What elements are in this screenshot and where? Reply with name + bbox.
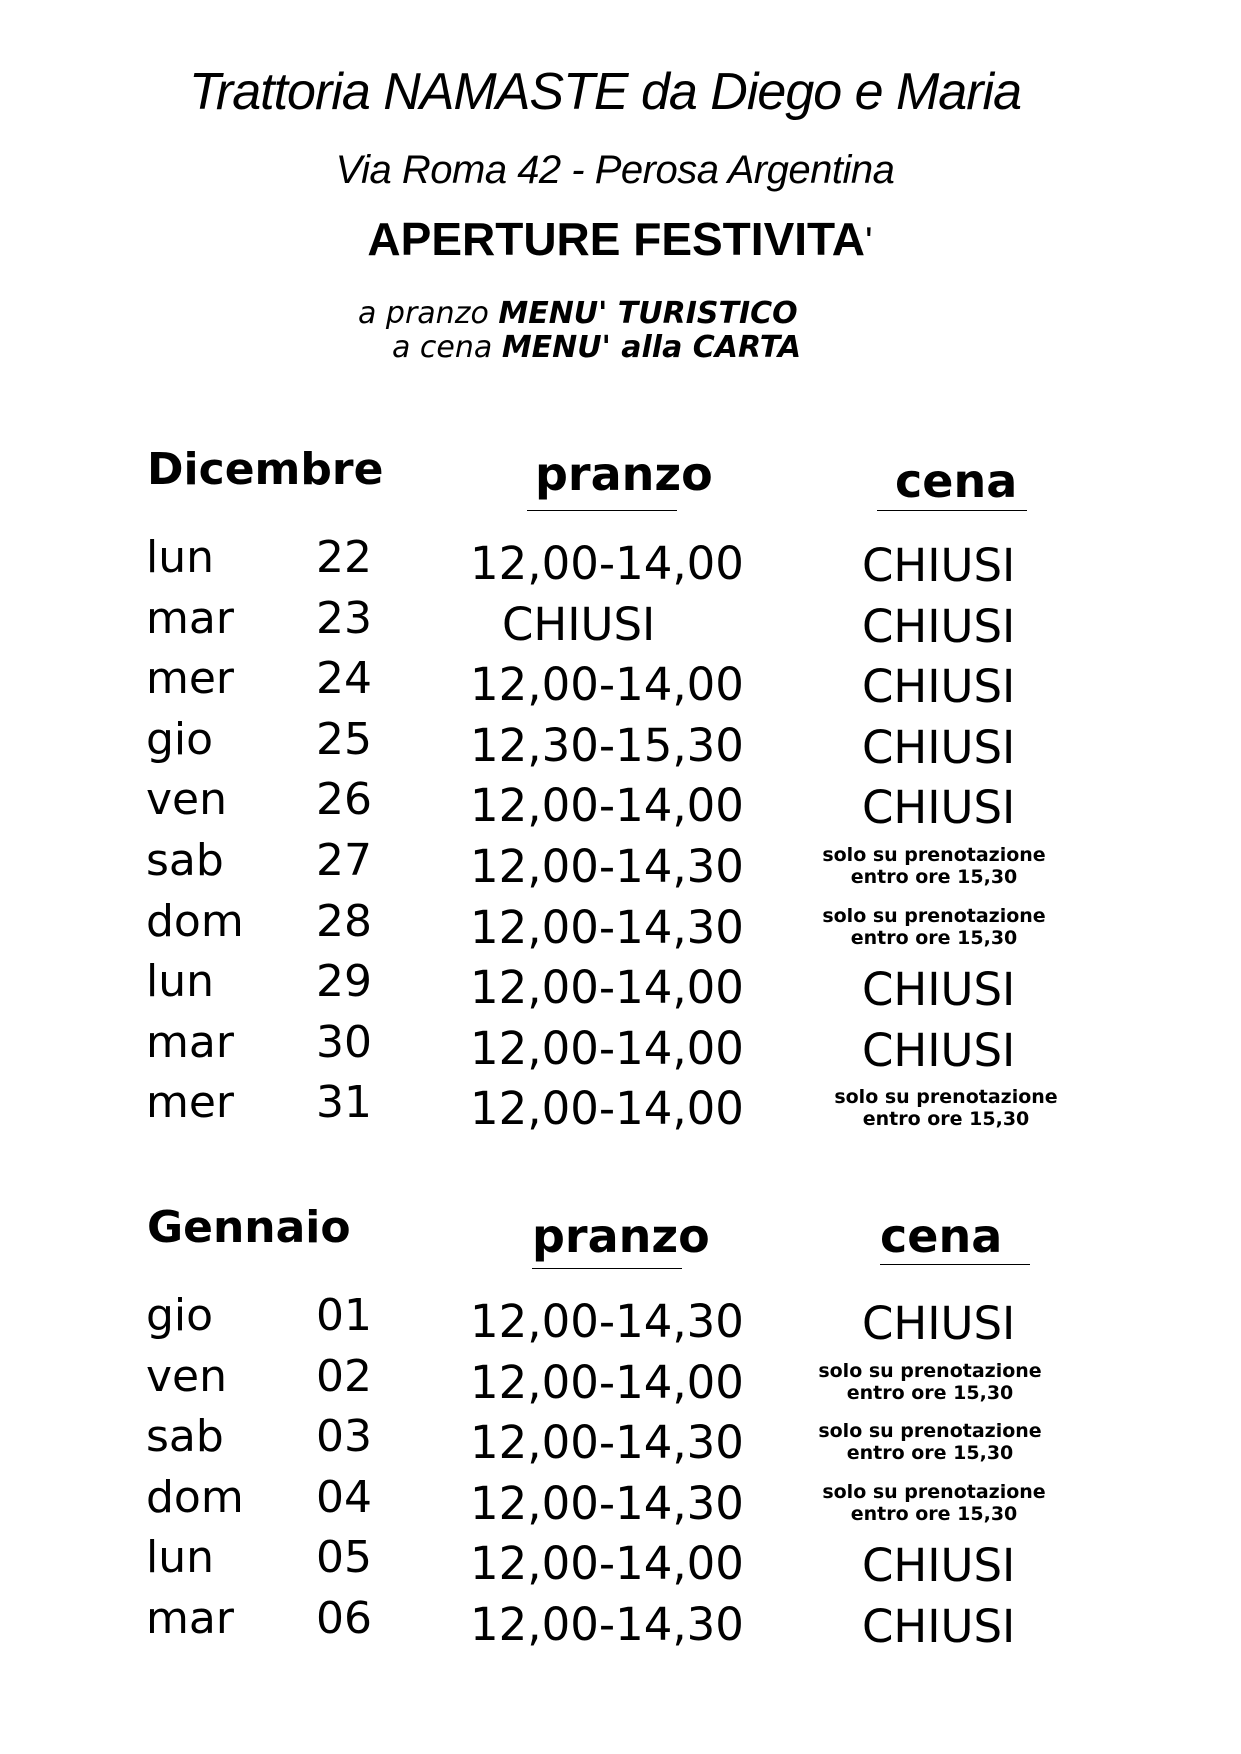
row-date: 28 — [316, 896, 372, 947]
row-date: 31 — [316, 1077, 372, 1128]
row-date: 27 — [316, 835, 372, 886]
row-day: ven — [146, 774, 227, 825]
reservation-note-line1: solo su prenotazione — [822, 1481, 1046, 1503]
row-date: 01 — [316, 1290, 372, 1341]
column-header-pranzo: pranzo — [532, 1209, 710, 1263]
row-dinner-closed: CHIUSI — [862, 539, 1016, 592]
row-day: sab — [146, 1411, 224, 1462]
row-lunch-hours: 12,00-14,00 — [470, 1537, 744, 1590]
row-day: dom — [146, 896, 244, 947]
dinner-menu-line — [392, 330, 801, 365]
row-lunch-hours: 12,00-14,30 — [470, 1477, 744, 1530]
row-date: 06 — [316, 1593, 372, 1644]
restaurant-title: Trattoria NAMASTE da Diego e Maria — [189, 63, 1021, 121]
reservation-note-line1: solo su prenotazione — [818, 1360, 1042, 1382]
row-dinner-reservation-note — [804, 844, 1064, 888]
row-day: lun — [146, 532, 214, 583]
row-dinner-closed: CHIUSI — [862, 660, 1016, 713]
row-date: 22 — [316, 532, 372, 583]
lunch-menu-line — [358, 296, 798, 331]
row-dinner-closed: CHIUSI — [862, 1297, 1016, 1350]
row-day: lun — [146, 956, 214, 1007]
row-lunch-hours: 12,00-14,00 — [470, 779, 744, 832]
row-day: mer — [146, 653, 235, 704]
row-dinner-closed: CHIUSI — [862, 721, 1016, 774]
dinner-menu-prefix: a cena — [392, 330, 493, 365]
section-title-dicembre: Dicembre — [147, 444, 384, 495]
row-lunch-hours: 12,00-14,30 — [470, 1295, 744, 1348]
row-lunch-hours: 12,00-14,30 — [470, 901, 744, 954]
row-lunch-hours: 12,00-14,00 — [470, 1022, 744, 1075]
row-day: lun — [146, 1532, 214, 1583]
reservation-note-line2: entro ore 15,30 — [850, 866, 1018, 888]
reservation-note-line2: entro ore 15,30 — [862, 1108, 1030, 1130]
row-lunch-hours: 12,00-14,00 — [470, 961, 744, 1014]
row-day: mer — [146, 1077, 235, 1128]
dinner-menu-name: MENU' alla CARTA — [501, 330, 802, 365]
section-title-gennaio: Gennaio — [147, 1202, 351, 1253]
row-day: gio — [146, 1290, 214, 1341]
row-date: 26 — [316, 774, 372, 825]
row-dinner-reservation-note — [804, 1481, 1064, 1525]
row-dinner-closed: CHIUSI — [862, 963, 1016, 1016]
lunch-menu-name: MENU' TURISTICO — [498, 296, 798, 331]
row-lunch-hours: 12,00-14,00 — [470, 537, 744, 590]
lunch-menu-prefix: a pranzo — [358, 296, 489, 331]
restaurant-address: Via Roma 42 - Perosa Argentina — [335, 148, 895, 192]
column-header-pranzo: pranzo — [535, 447, 713, 501]
underline-pranzo — [527, 510, 677, 511]
row-day: gio — [146, 714, 214, 765]
row-date: 23 — [316, 593, 372, 644]
reservation-note-line2: entro ore 15,30 — [850, 1503, 1018, 1525]
row-dinner-closed: CHIUSI — [862, 1539, 1016, 1592]
row-dinner-closed: CHIUSI — [862, 600, 1016, 653]
row-lunch-hours: 12,00-14,30 — [470, 1598, 744, 1651]
row-date: 29 — [316, 956, 372, 1007]
reservation-note-line2: entro ore 15,30 — [850, 927, 1018, 949]
reservation-note-line1: solo su prenotazione — [818, 1420, 1042, 1442]
reservation-note-line1: solo su prenotazione — [822, 844, 1046, 866]
row-dinner-reservation-note — [800, 1420, 1060, 1464]
row-date: 03 — [316, 1411, 372, 1462]
row-day: mar — [146, 593, 234, 644]
underline-cena — [877, 510, 1027, 511]
column-header-cena: cena — [880, 1209, 1003, 1263]
reservation-note-line1: solo su prenotazione — [822, 905, 1046, 927]
row-day: sab — [146, 835, 224, 886]
reservation-note-line2: entro ore 15,30 — [846, 1382, 1014, 1404]
column-header-cena: cena — [895, 454, 1018, 508]
underline-cena — [880, 1264, 1030, 1265]
row-date: 24 — [316, 653, 372, 704]
row-date: 04 — [316, 1472, 372, 1523]
row-day: mar — [146, 1017, 234, 1068]
row-lunch-hours: 12,00-14,30 — [470, 1416, 744, 1469]
reservation-note-line1: solo su prenotazione — [834, 1086, 1058, 1108]
row-date: 05 — [316, 1532, 372, 1583]
reservation-note-line2: entro ore 15,30 — [846, 1442, 1014, 1464]
row-day: dom — [146, 1472, 244, 1523]
row-date: 30 — [316, 1017, 372, 1068]
row-lunch-hours: CHIUSI — [502, 598, 656, 651]
row-dinner-reservation-note — [804, 905, 1064, 949]
row-lunch-hours: 12,00-14,00 — [470, 1082, 744, 1135]
row-dinner-closed: CHIUSI — [862, 1600, 1016, 1653]
heading-apostrophe: ' — [864, 220, 873, 264]
row-lunch-hours: 12,30-15,30 — [470, 719, 744, 772]
heading-text: APERTURE FESTIVITA — [367, 213, 865, 265]
row-lunch-hours: 12,00-14,00 — [470, 658, 744, 711]
row-dinner-reservation-note — [816, 1086, 1076, 1130]
row-dinner-closed: CHIUSI — [862, 781, 1016, 834]
row-day: mar — [146, 1593, 234, 1644]
page-heading — [0, 212, 1240, 266]
row-date: 02 — [316, 1351, 372, 1402]
row-day: ven — [146, 1351, 227, 1402]
row-dinner-reservation-note — [800, 1360, 1060, 1404]
underline-pranzo — [532, 1268, 682, 1269]
row-lunch-hours: 12,00-14,00 — [470, 1356, 744, 1409]
row-dinner-closed: CHIUSI — [862, 1024, 1016, 1077]
row-lunch-hours: 12,00-14,30 — [470, 840, 744, 893]
row-date: 25 — [316, 714, 372, 765]
